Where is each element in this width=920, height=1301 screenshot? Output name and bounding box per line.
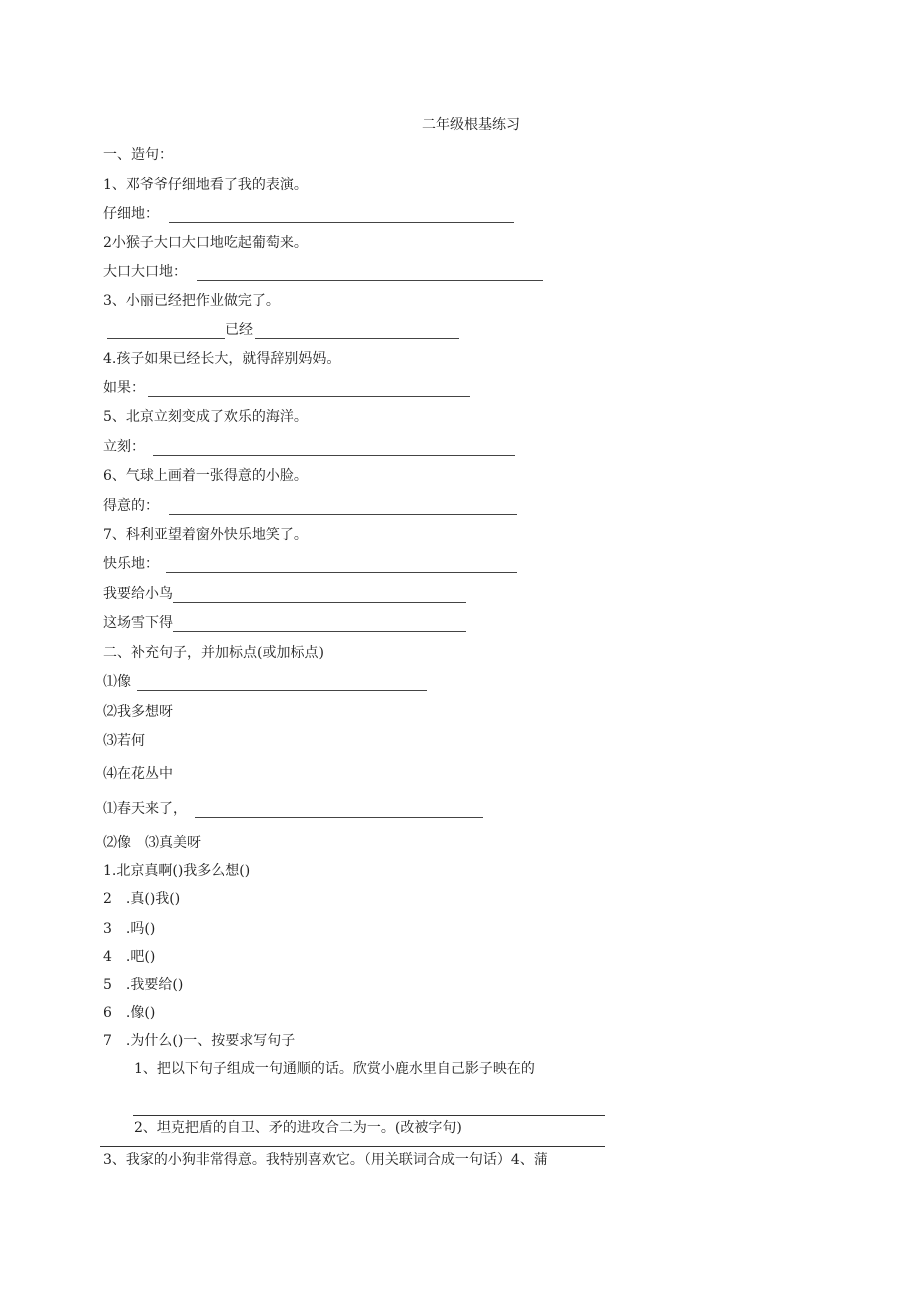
answer-row <box>103 205 514 223</box>
section-heading: 一、造句： <box>103 147 173 163</box>
answer-blank[interactable] <box>169 500 517 515</box>
answer-row <box>103 585 466 603</box>
answer-blank[interactable] <box>148 382 470 397</box>
answer-row <box>103 614 466 632</box>
prompt-text: ⑵像 ⑶真美呀 <box>103 835 201 851</box>
answer-row <box>103 379 470 397</box>
answer-label: 已经 <box>225 322 253 338</box>
punctuation-item: 1.北京真啊()我多么想() <box>103 863 251 879</box>
answer-label: 我要给小鸟 <box>103 586 173 602</box>
answer-row <box>103 800 483 818</box>
answer-blank[interactable] <box>197 266 543 281</box>
rewrite-question: 2、坦克把盾的自卫、矛的进攻合二为一。(改被字句) <box>134 1120 462 1136</box>
answer-blank[interactable] <box>137 676 427 691</box>
question-text: 3、小丽已经把作业做完了。 <box>103 293 280 309</box>
answer-row <box>103 438 515 456</box>
prompt-text: ⑷在花丛中 <box>103 766 173 782</box>
punctuation-item: 6 .像() <box>103 1005 156 1021</box>
answer-label: 快乐地： <box>103 556 159 572</box>
question-text: 6、气球上画着一张得意的小脸。 <box>103 468 308 484</box>
answer-label: 如果： <box>103 380 145 396</box>
answer-blank[interactable] <box>153 441 515 456</box>
answer-blank[interactable] <box>169 208 514 223</box>
answer-blank[interactable] <box>173 588 466 603</box>
answer-blank[interactable] <box>173 617 466 632</box>
section-heading: 二、补充句子，并加标点(或加标点) <box>103 645 324 661</box>
answer-rule[interactable] <box>100 1146 605 1147</box>
answer-label: ⑴像 <box>103 674 131 690</box>
answer-row <box>103 555 517 573</box>
answer-row <box>103 263 543 281</box>
rewrite-question: 1、把以下句子组成一句通顺的话。欣赏小鹿水里自己影子映在的 <box>134 1061 535 1077</box>
question-text: 1、邓爷爷仔细地看了我的表演。 <box>103 177 308 193</box>
answer-label: 大口大口地： <box>103 264 187 280</box>
answer-row <box>103 321 459 339</box>
answer-label: 得意的： <box>103 498 159 514</box>
prompt-text: ⑵我多想呀 <box>103 704 173 720</box>
punctuation-item: 5 .我要给() <box>103 977 184 993</box>
question-text: 5、北京立刻变成了欢乐的海洋。 <box>103 409 308 425</box>
question-text: 4.孩子如果已经长大，就得辞别妈妈。 <box>103 351 341 367</box>
answer-blank[interactable] <box>255 324 459 339</box>
answer-row <box>103 673 427 691</box>
answer-label: 仔细地： <box>103 206 159 222</box>
answer-row <box>103 497 517 515</box>
answer-label: 这场雪下得 <box>103 615 173 631</box>
answer-rule[interactable] <box>133 1115 605 1116</box>
question-text: 7、科利亚望着窗外快乐地笑了。 <box>103 527 308 543</box>
answer-blank[interactable] <box>195 803 483 818</box>
punctuation-item: 3 .吗() <box>103 921 156 937</box>
answer-blank[interactable] <box>166 558 517 573</box>
prompt-text: ⑶若何 <box>103 733 145 749</box>
rewrite-question: 3、我家的小狗非常得意。我特别喜欢它。（用关联词合成一句话）4、蒲 <box>103 1152 548 1168</box>
page-title: 二年级根基练习 <box>422 117 520 133</box>
punctuation-item: 2 .真()我() <box>103 891 181 907</box>
answer-label: 立刻： <box>103 439 145 455</box>
punctuation-item: 7 .为什么()一、按要求写句子 <box>103 1033 296 1049</box>
question-text: 2小猴子大口大口地吃起葡萄来。 <box>103 235 308 251</box>
punctuation-item: 4 .吧() <box>103 949 156 965</box>
answer-blank[interactable] <box>107 324 225 339</box>
answer-label: ⑴春天来了， <box>103 801 187 817</box>
